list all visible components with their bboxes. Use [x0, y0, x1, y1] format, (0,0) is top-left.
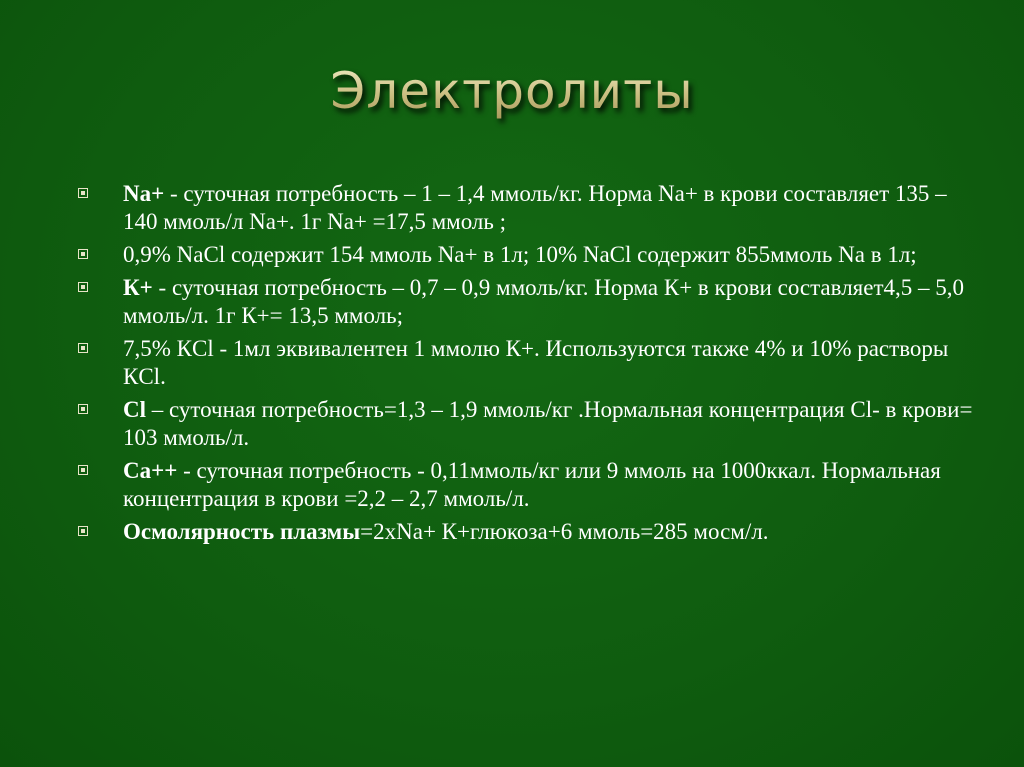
list-item [78, 241, 978, 269]
item-text: - суточная потребность – 1 – 1,4 ммоль/кг. Норма Na+ в крови составляет 135 – 140 ммоль/л Na+. 1г Na+ =17,5 ммоль ; [123, 181, 947, 234]
list-item [78, 518, 978, 546]
slide-title: Электролиты [0, 62, 1024, 120]
square-bullet-icon [78, 465, 88, 475]
list-item [78, 457, 978, 513]
list-item [78, 274, 978, 330]
item-term: Са++ [123, 458, 178, 483]
bullet-list [78, 180, 978, 551]
square-bullet-icon [78, 249, 88, 259]
list-item [78, 180, 978, 236]
square-bullet-icon [78, 404, 88, 414]
item-text: 0,9% NaCl содержит 154 ммоль Na+ в 1л; 10% NaCl содержит 855ммоль Na в 1л; [123, 242, 917, 267]
square-bullet-icon [78, 188, 88, 198]
square-bullet-icon [78, 343, 88, 353]
item-term: Na+ [123, 181, 165, 206]
item-term: К+ [123, 275, 153, 300]
square-bullet-icon [78, 282, 88, 292]
item-text: 7,5% КCl - 1мл эквивалентен 1 ммолю К+. Используются также 4% и 10% растворы КCl. [123, 336, 949, 389]
item-text: – суточная потребность=1,3 – 1,9 ммоль/кг .Нормальная концентрация Cl- в крови= 103 ммоль/л. [123, 397, 973, 450]
item-term: Cl [123, 397, 146, 422]
item-text: - суточная потребность - 0,11ммоль/кг или 9 ммоль на 1000ккал. Нормальная концентрация в крови =2,2 – 2,7 ммоль/л. [123, 458, 941, 511]
item-term: Осмолярность плазмы [123, 519, 361, 544]
item-text: - суточная потребность – 0,7 – 0,9 ммоль/кг. Норма К+ в крови составляет4,5 – 5,0 ммоль/л. 1г К+= 13,5 ммоль; [123, 275, 965, 328]
item-text: =2хNa+ К+глюкоза+6 ммоль=285 мосм/л. [360, 519, 769, 544]
list-item [78, 335, 978, 391]
square-bullet-icon [78, 526, 88, 536]
list-item [78, 396, 978, 452]
